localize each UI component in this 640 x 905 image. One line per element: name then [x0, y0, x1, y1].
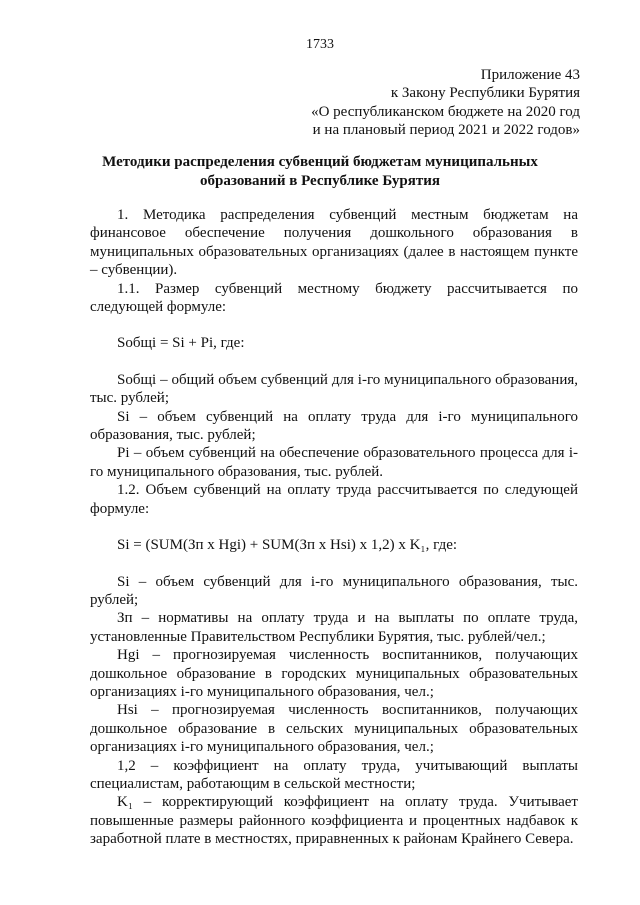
paragraph: 1. Методика распределения субвенций местным бюджетам на финансовое обеспечение получения дошкольного образования в муниципальных образовательных организациях (далее в настоящем пункте – субвенции). [90, 207, 578, 279]
title-line: образований в Республике Бурятия [200, 173, 440, 189]
page-number: 1733 [306, 37, 334, 52]
paragraph: Si – объем субвенций на оплату труда для i-го муниципального образования, тыс. рублей; [90, 408, 578, 444]
paragraph: Зп – нормативы на оплату труда и на выплаты по оплате труда, установленные Правительством Республики Бурятия, тыс. рублей/чел.; [90, 610, 578, 645]
document-title [80, 153, 560, 191]
appendix-line: к Закону Республики Бурятия [390, 85, 580, 102]
paragraph: Hgi – прогнозируемая численность воспитанников, получающих дошкольное образование в городских муниципальных образовательных организациях i-го муниципального образования, чел.; [90, 647, 578, 700]
appendix-line: и на плановый период 2021 и 2022 годов» [312, 121, 580, 138]
paragraph: K₁ – корректирующий коэффициент на оплату труда. Учитывает повышенные размеры районного коэффициента и процентных надбавок к заработной плате в местностях, приравненных к районам Крайнего Севера. [90, 794, 578, 848]
paragraph: 1,2 – коэффициент на оплату труда, учитывающий выплаты специалистам, работающим в сельской местности; [90, 757, 578, 792]
paragraph: Si – объем субвенций для i-го муниципального образования, тыс. рублей; [90, 573, 578, 608]
formula: Si = (SUM(Зп x Hgi) + SUM(Зп x Hsi) x 1,2) x K₁, где: [117, 537, 458, 554]
paragraph: Hsi – прогнозируемая численность воспитанников, получающих дошкольное образование в сельских муниципальных образовательных организациях i-го муниципального образования, чел.; [90, 702, 578, 756]
paragraph: Pi – объем субвенций на обеспечение образовательного процесса для i-го муниципального образования, тыс. рублей. [90, 445, 578, 480]
formula: Sобщi = Si + Pi, где: [117, 335, 245, 352]
document-body [90, 206, 578, 849]
paragraph: 1.2. Объем субвенций на оплату труда рассчитывается по следующей формуле: [90, 482, 578, 517]
title-line: Методики распределения субвенций бюджетам муниципальных [102, 154, 538, 170]
paragraph: 1.1. Размер субвенций местному бюджету рассчитывается по следующей формуле: [90, 280, 578, 316]
appendix-line: «О республиканском бюджете на 2020 год [311, 103, 580, 120]
appendix-header [260, 66, 580, 139]
appendix-line: Приложение 43 [480, 67, 580, 83]
paragraph: Sобщi – общий объем субвенций для i-го муниципального образования, тыс. рублей; [90, 371, 578, 407]
